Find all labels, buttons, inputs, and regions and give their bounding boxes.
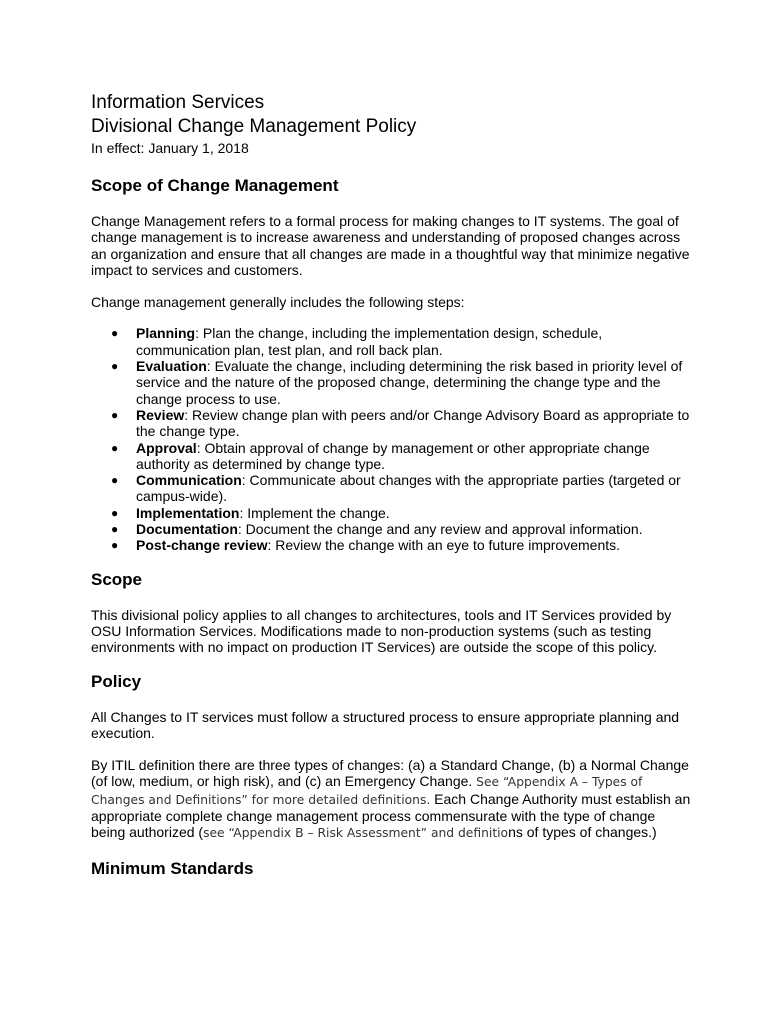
- step-term: Approval: [136, 439, 197, 456]
- effective-date: In effect: January 1, 2018: [91, 140, 249, 156]
- step-text: : Obtain approval of change by management or other appropriate change authority as determined by change type.: [136, 439, 650, 472]
- paragraph-change-management-intro: Change Management refers to a formal process for making changes to IT systems. The goal of change management is to increase awareness and understanding of proposed changes across an organization and ensure that all changes are made in a thoughtful way that minimize negative impact to services and customers.: [91, 213, 690, 278]
- step-text: : Document the change and any review and approval information.: [237, 521, 643, 538]
- bullet-icon: ●: [111, 522, 119, 537]
- list-item: [91, 325, 691, 358]
- bullet-icon: ●: [111, 407, 119, 422]
- paragraph-scope: This divisional policy applies to all changes to architectures, tools and IT Services provided by OSU Information Services. Modifications made to non-production systems (such as testing environments with no impact on production IT Services) are outside the scope of this policy.: [91, 606, 672, 656]
- paragraph-policy-change-types: [91, 757, 691, 841]
- step-term: Documentation: [136, 521, 238, 538]
- heading-policy: Policy: [91, 671, 142, 691]
- document-page: [91, 91, 691, 879]
- step-text: : Plan the change, including the implementation design, schedule, communication plan, test plan, and roll back plan.: [136, 325, 603, 358]
- step-term: Evaluation: [136, 358, 207, 375]
- steps-list: [91, 325, 691, 553]
- appendix-a-reference: See “Appendix A – Types of Changes and Definitions” for more detailed definitions.: [91, 775, 643, 807]
- step-term: Review: [136, 406, 185, 423]
- list-item: [91, 472, 691, 505]
- bullet-icon: ●: [111, 326, 119, 341]
- appendix-b-reference: see “Appendix B – Risk Assessment” and definitio: [203, 826, 509, 841]
- list-item: [91, 505, 691, 521]
- heading-scope-of-change-management: Scope of Change Management: [91, 176, 339, 195]
- step-term: Post-change review: [136, 537, 268, 554]
- document-title-line1: Information Services: [91, 92, 265, 113]
- step-text: : Review change plan with peers and/or Change Advisory Board as appropriate to the change type.: [136, 406, 690, 440]
- step-text: : Review the change with an eye to future improvements.: [267, 537, 621, 554]
- bullet-icon: ●: [111, 440, 119, 455]
- heading-minimum-standards: Minimum Standards: [91, 858, 254, 878]
- step-text: : Implement the change.: [239, 504, 390, 521]
- heading-scope: Scope: [91, 569, 143, 589]
- document-title-line2: Divisional Change Management Policy: [91, 116, 417, 137]
- step-text: : Communicate about changes with the appropriate parties (targeted or campus-wide).: [136, 472, 681, 505]
- policy-text-part: Each Change Authority must establish an appropriate complete change management process commensurate with the type of change being authorized (: [91, 790, 691, 841]
- policy-text-part: By ITIL definition there are three types of changes: (a) a Standard Change, (b) a Normal Change (of low, medium, or high risk), and (c) an Emergency Change.: [91, 757, 689, 790]
- step-text: : Evaluate the change, including determining the risk based in priority level of service and the nature of the proposed change, determining the change type and the change process to use.: [136, 358, 683, 407]
- bullet-icon: ●: [111, 359, 119, 374]
- paragraph-policy-structured-process: All Changes to IT services must follow a structured process to ensure appropriate planning and execution.: [91, 708, 680, 741]
- paragraph-steps-intro: Change management generally includes the following steps:: [91, 294, 465, 311]
- step-term: Planning: [136, 325, 196, 342]
- step-term: Implementation: [136, 504, 240, 521]
- bullet-icon: ●: [111, 473, 119, 488]
- list-item: [91, 521, 691, 537]
- bullet-icon: ●: [111, 538, 119, 553]
- bullet-icon: ●: [111, 505, 119, 520]
- list-item: [91, 440, 691, 473]
- list-item: [91, 537, 691, 553]
- step-term: Communication: [136, 472, 242, 489]
- policy-text-part: ns of types of changes.): [508, 824, 657, 841]
- list-item: [91, 358, 691, 407]
- list-item: [91, 407, 691, 440]
